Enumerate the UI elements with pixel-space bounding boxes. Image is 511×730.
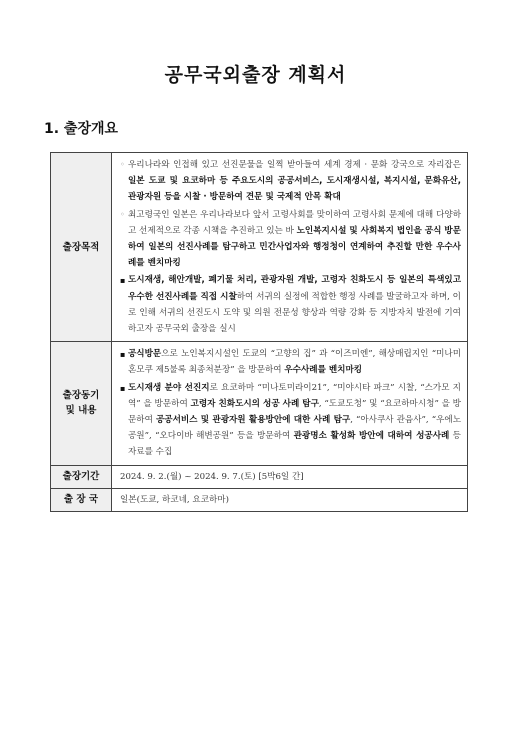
- label-period: 출장기간: [51, 465, 112, 488]
- row-purpose: [51, 153, 468, 342]
- motive-paragraph-1: ▪ 공식방문으로 노인복지시설인 도쿄의 “고향의 집” 과 “이즈미엔”, 해상매립지인 “미나미혼모쿠 제5불록 최종처분장” 을 방문하여 우수사례를 벤치마킹: [120, 346, 461, 378]
- row-country: [51, 488, 468, 511]
- filled-bullet-icon: ▪: [120, 349, 126, 360]
- section-heading-overview: 1. 출장개요: [44, 121, 119, 137]
- content-motive: [112, 342, 468, 465]
- content-country: 일본(도쿄, 하코네, 요코하마): [112, 488, 468, 511]
- motive-paragraph-2: ▪ 도시재생 분야 선진지로 요코하마 “미나토미라이21”, “미야시타 파크” 시찰, “스가모 지역” 을 방문하여 고령자 친화도시의 성공 사례 탐구, “도쿄도청” 및 “요코하마시청” 을 방문하여 공공서비스 및 관광자원 활용방안에 대한 사례 탐구, “아사쿠사 관음사”, “우에노 공원”, “오다이바 해변공원” 등을 방문하여 관광명소 활성화 방안에 대하여 성공사례 등 자료를 수집: [120, 380, 461, 461]
- overview-table: [50, 152, 468, 512]
- label-motive: 출장동기 및 내용: [51, 342, 112, 465]
- filled-bullet-icon: ▪: [120, 275, 126, 286]
- purpose-paragraph-1: ◦ 우리나라와 인접해 있고 선진문물을 일찍 받아들여 세계 경제 · 문화 강국으로 자리잡은 일본 도쿄 및 요코하마 등 주요도시의 공공서비스, 도시재생시설, 복지시설, 문화유산, 관광자원 등을 시찰 · 방문하여 견문 및 국제적 안목 확대: [120, 157, 461, 206]
- content-period: 2024. 9. 2.(월) ~ 2024. 9. 7.(토) [5박6일 간]: [112, 465, 468, 488]
- document-title: 공무국외출장 계획서: [164, 64, 347, 86]
- content-purpose: [112, 153, 468, 342]
- hollow-bullet-icon: ◦: [120, 160, 125, 169]
- hollow-bullet-icon: ◦: [120, 209, 125, 219]
- purpose-paragraph-2: ◦ 최고령국인 일본은 우리나라보다 앞서 고령사회를 맞이하여 고령사회 문제에 대해 다양하고 선제적으로 각종 시책을 추진하고 있는 바 노인복지시설 및 사회복지 법인을 공식 방문하여 일본의 선진사례를 탐구하고 민간사업자와 행정청이 연계하여 추진할 만한 우수사례를 벤치마킹: [120, 207, 461, 272]
- purpose-paragraph-3: ▪ 도시재생, 해안개발, 폐기물 처리, 관광자원 개발, 고령자 친화도시 등 일본의 특색있고 우수한 선진사례를 직접 시찰하여 서귀의 실정에 적합한 행정 사례를 발굴하고자 하며, 이로 인해 서귀의 선진도시 도약 및 의원 전문성 향상과 역량 강화 등 지방자치 발전에 기여하고자 공무국외 출장을 실시: [120, 272, 461, 337]
- row-motive: [51, 342, 468, 465]
- filled-bullet-icon: ▪: [120, 382, 126, 393]
- row-period: [51, 465, 468, 488]
- label-purpose: 출장목적: [51, 153, 112, 342]
- label-country: 출 장 국: [51, 488, 112, 511]
